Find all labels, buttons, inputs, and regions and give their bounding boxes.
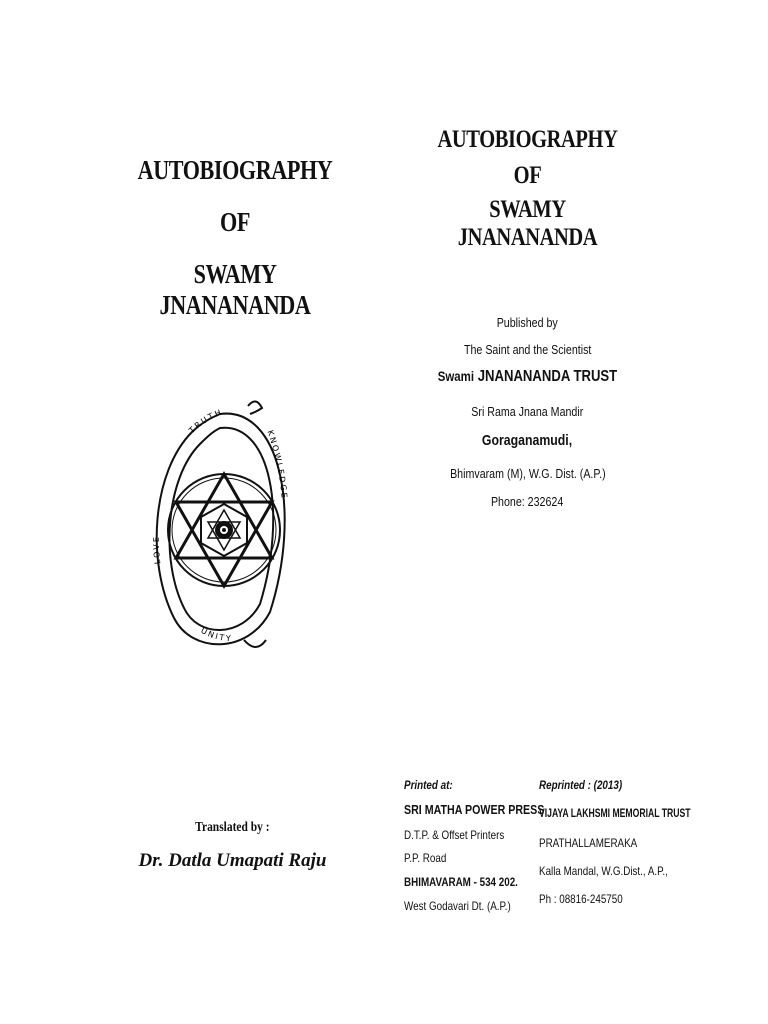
reprint-phone: Ph : 08816-245750: [539, 892, 623, 906]
left-title-line-1: AUTOBIOGRAPHY: [137, 155, 333, 185]
village-name: Goraganamudi,: [482, 432, 573, 449]
reprint-line-1: PRATHALLAMERAKA: [539, 836, 638, 850]
ribbon-word-bottom: UNITY: [199, 625, 233, 644]
mandir-name: Sri Rama Jnana Mandir: [471, 404, 584, 419]
publisher-line-1: The Saint and the Scientist: [463, 342, 592, 357]
svg-text:LOVE: [152, 535, 162, 565]
trust-prefix: Swami: [437, 368, 475, 384]
reprint-line-2: Kalla Mandal, W.G.Dist., A.P.,: [539, 864, 668, 878]
reprinted-label: Reprinted : (2013): [539, 778, 623, 792]
ribbon-word-right: KNOWLEDGE: [265, 429, 289, 501]
ribbon-word-top: TRUTH: [187, 407, 225, 436]
press-line-2: P.P. Road: [404, 851, 447, 865]
reprint-trust: VIJAYA LAKHSMI MEMORIAL TRUST: [539, 806, 691, 820]
published-by-label: Published by: [496, 315, 559, 330]
district-line: Bhimvaram (M), W.G. Dist. (A.P.): [449, 466, 606, 481]
publisher-phone: Phone: 232624: [491, 494, 564, 509]
left-title-line-3: SWAMY JNANANANDA: [159, 259, 311, 320]
left-title-line-2: OF: [220, 207, 250, 237]
svg-text:TRUTH: [187, 407, 224, 435]
translated-by-label: Translated by :: [195, 820, 270, 835]
press-name: SRI MATHA POWER PRESS: [404, 802, 545, 817]
svg-text:KNOWLEDGE: [265, 429, 288, 500]
trust-name: JNANANANDA TRUST: [477, 368, 618, 385]
press-city: BHIMAVARAM - 534 202.: [404, 875, 518, 889]
right-title-line-3: SWAMY JNANANANDA: [457, 196, 598, 251]
right-title-line-1: AUTOBIOGRAPHY: [437, 126, 618, 153]
press-region: West Godavari Dt. (A.P.): [404, 899, 511, 913]
star-of-david-emblem-icon: [152, 392, 290, 662]
ribbon-word-left: LOVE: [152, 534, 163, 565]
press-line-1: D.T.P. & Offset Printers: [404, 828, 505, 842]
translator-name: Dr. Datla Umapati Raju: [138, 850, 327, 871]
right-title-line-2: OF: [513, 162, 542, 189]
printed-at-label: Printed at:: [404, 778, 453, 792]
